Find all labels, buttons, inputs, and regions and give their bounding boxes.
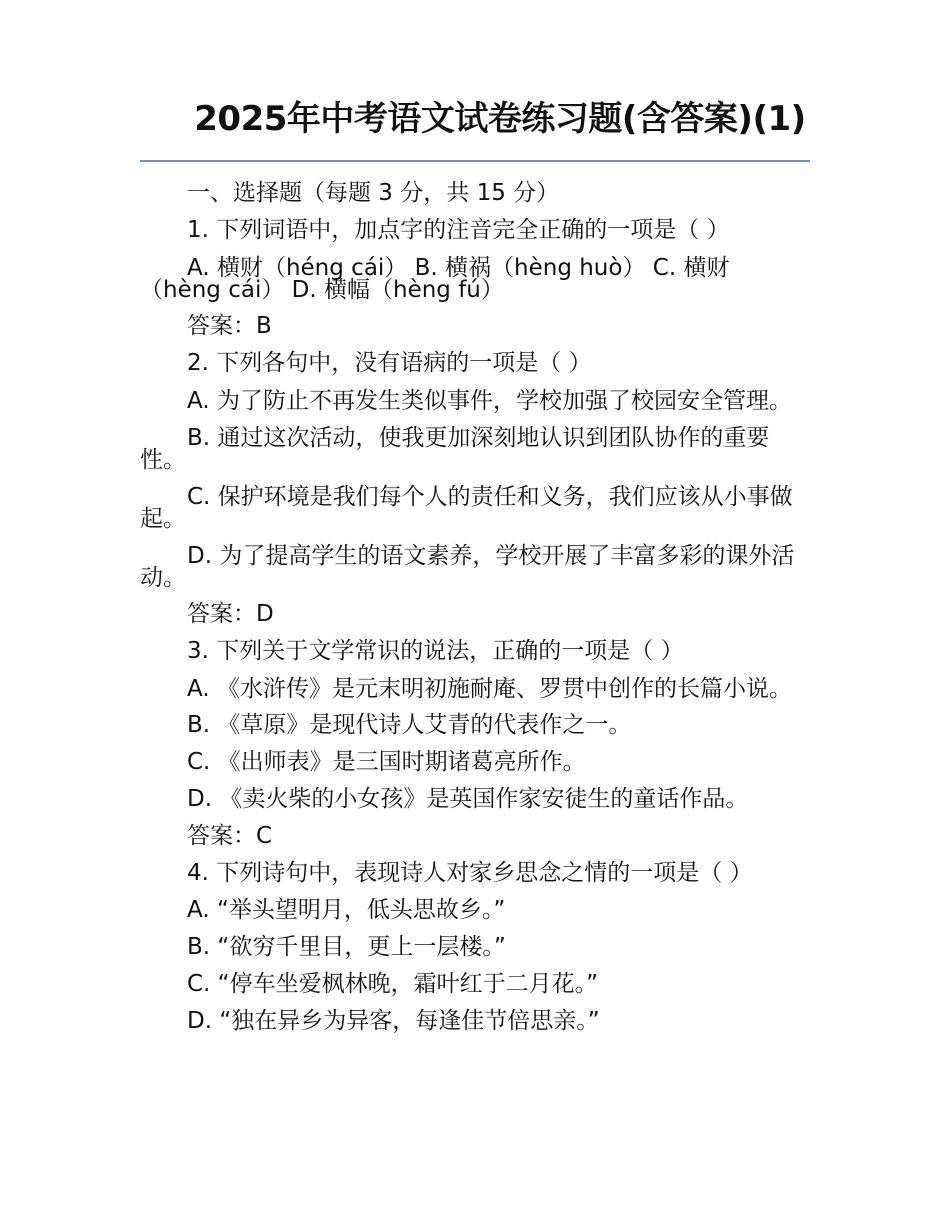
- question-3-option-b: B. 《草原》是现代诗人艾青的代表作之一。: [187, 712, 632, 738]
- question-4-option-d: D. “独在异乡为异客，每逢佳节倍思亲。”: [187, 1008, 600, 1034]
- question-3: 3. 下列关于文学常识的说法，正确的一项是（ ）: [187, 638, 684, 664]
- question-2-option-d: D. 为了提高学生的语文素养，学校开展了丰富多彩的课外活动。: [140, 543, 795, 591]
- question-4: 4. 下列诗句中，表现诗人对家乡思念之情的一项是（ ）: [187, 860, 753, 886]
- title-divider: [140, 160, 810, 162]
- question-2-option-b: B. 通过这次活动，使我更加深刻地认识到团队协作的重要性。: [140, 425, 770, 473]
- answer-2: 答案：D: [187, 601, 274, 627]
- answer-3: 答案：C: [187, 823, 273, 849]
- answer-1: 答案：B: [187, 313, 272, 339]
- question-1-options: A. 横财（héng cái） B. 横祸（hèng huò） C. 横财（hèng cái） D. 横幅（hèng fú）: [140, 255, 730, 303]
- question-4-option-c: C. “停车坐爱枫林晚，霜叶红于二月花。”: [187, 971, 599, 997]
- section-heading: 一、选择题（每题 3 分，共 15 分）: [187, 180, 560, 206]
- question-4-option-b: B. “欲穷千里目，更上一层楼。”: [187, 934, 506, 960]
- question-2-option-c: C. 保护环境是我们每个人的责任和义务，我们应该从小事做起。: [140, 484, 793, 532]
- question-1: 1. 下列词语中，加点字的注音完全正确的一项是（ ）: [187, 217, 730, 243]
- question-2: 2. 下列各句中，没有语病的一项是（ ）: [187, 350, 592, 376]
- question-2-option-a: A. 为了防止不再发生类似事件，学校加强了校园安全管理。: [187, 388, 792, 414]
- document-body: [140, 175, 795, 1040]
- question-3-option-d: D. 《卖火柴的小女孩》是英国作家安徒生的童话作品。: [187, 786, 749, 812]
- document-title: 2025年中考语文试卷练习题(含答案)(1): [194, 99, 806, 139]
- question-3-option-c: C. 《出师表》是三国时期诸葛亮所作。: [187, 749, 586, 775]
- question-4-option-a: A. “举头望明月，低头思故乡。”: [187, 897, 506, 923]
- question-3-option-a: A. 《水浒传》是元末明初施耐庵、罗贯中创作的长篇小说。: [187, 676, 792, 702]
